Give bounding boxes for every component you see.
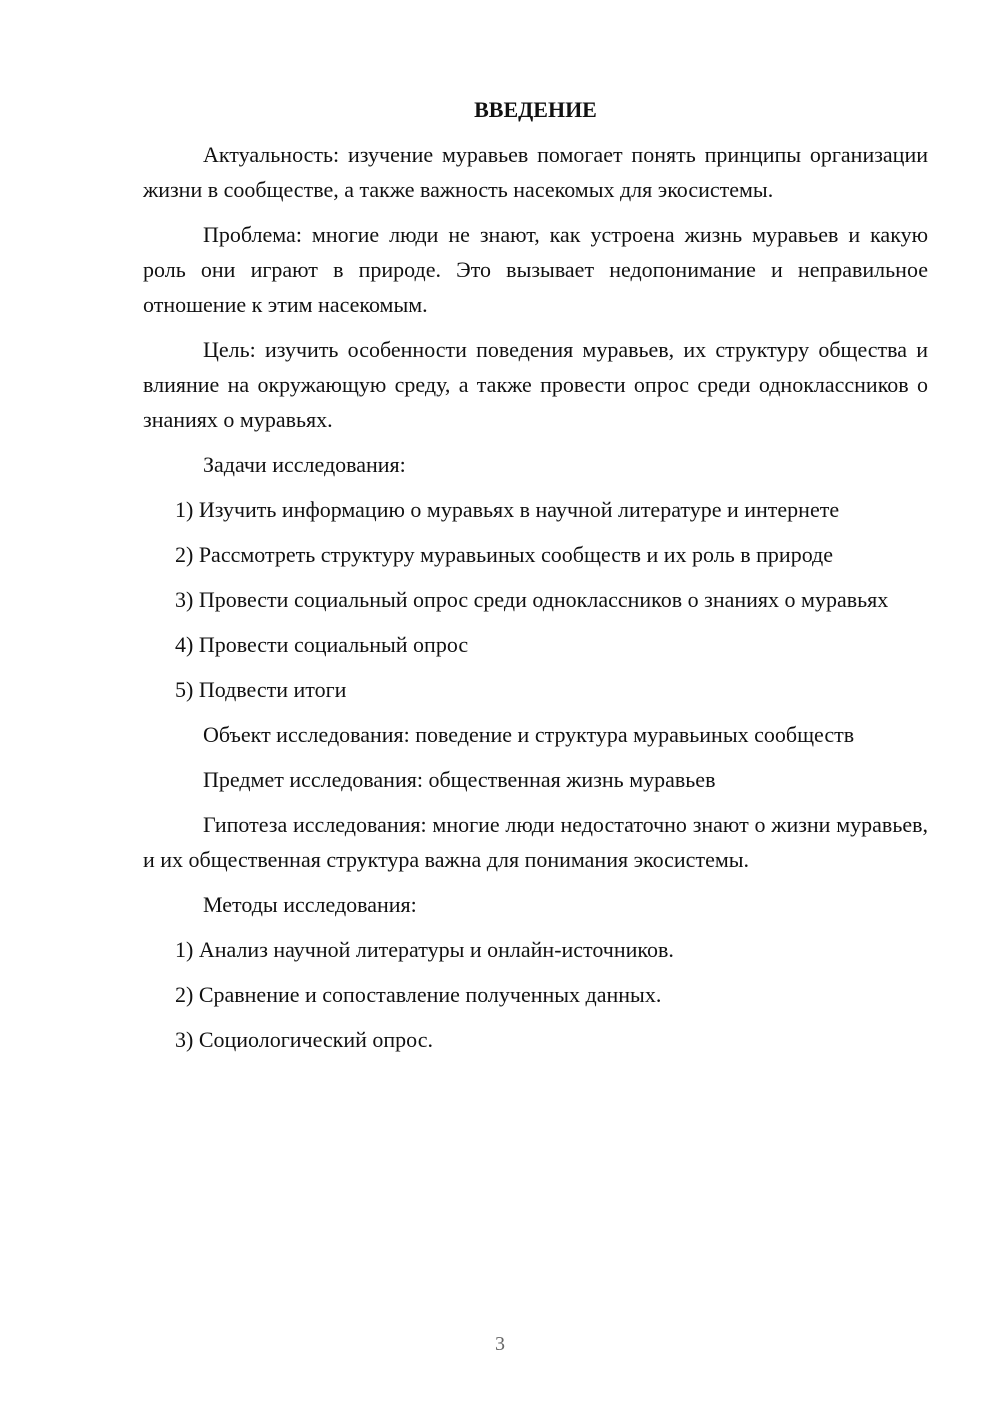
subject-paragraph: Предмет исследования: общественная жизнь муравьев [203,767,716,792]
hypothesis-paragraph: Гипотеза исследования: многие люди недостаточно знают о жизни муравьев, и их общественная структура важна для понимания экосистемы. [143,812,928,872]
task-item: 1) Изучить информацию о муравьях в научной литературе и интернете [175,497,840,522]
object-paragraph: Объект исследования: поведение и структура муравьиных сообществ [203,722,855,747]
page-number: 3 [495,1333,505,1355]
method-item: 2) Сравнение и сопоставление полученных данных. [175,982,662,1007]
task-item: 3) Провести социальный опрос среди одноклассников о знаниях о муравьях [175,587,889,612]
method-item: 1) Анализ научной литературы и онлайн-источников. [175,937,674,962]
relevance-paragraph: Актуальность: изучение муравьев помогает понять принципы организации жизни в сообществе, а также важность насекомых для экосистемы. [143,142,928,202]
tasks-heading: Задачи исследования: [203,452,406,477]
section-heading: ВВЕДЕНИЕ [474,97,597,122]
goal-paragraph: Цель: изучить особенности поведения муравьев, их структуру общества и влияние на окружающую среду, а также провести опрос среди одноклассников о знаниях о муравьях. [143,337,928,432]
methods-heading: Методы исследования: [203,892,417,917]
problem-paragraph: Проблема: многие люди не знают, как устроена жизнь муравьев и какую роль они играют в природе. Это вызывает недопонимание и неправильное отношение к этим насекомым. [143,222,928,317]
task-item: 2) Рассмотреть структуру муравьиных сообществ и их роль в природе [175,542,834,567]
task-item: 4) Провести социальный опрос [175,632,469,657]
task-item: 5) Подвести итоги [175,677,347,702]
method-item: 3) Социологический опрос. [175,1027,433,1052]
document-page [143,92,928,1067]
